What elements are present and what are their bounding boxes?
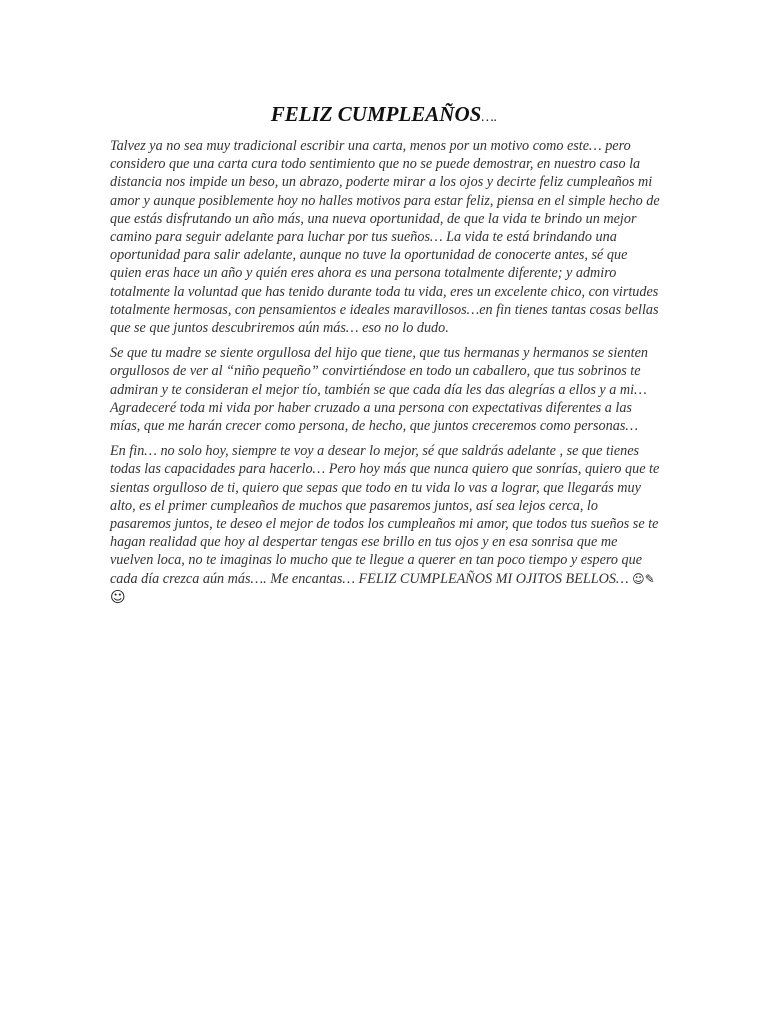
letter-body	[110, 137, 660, 614]
document-title	[0, 100, 768, 132]
paragraph-3	[110, 442, 660, 607]
paragraph-1: Talvez ya no sea muy tradicional escribir una carta, menos por un motivo como este… pero considero que una carta cura todo sentimiento que no se puede demostrar, en nuestro caso la distancia nos impide un beso, un abrazo, poderte mirar a los ojos y decirte feliz cumpleaños mi amor y aunque posiblemente hoy no halles motivos para estar feliz, piensa en el simple hecho de que estás disfrutando un año más, una nueva oportunidad, de que la vida te brindo un mejor camino para seguir adelante para luchar por tus sueños… La vida te está brindando una oportunidad para salir adelante, aunque no tuve la oportunidad de conocerte antes, sé que quien eras hace un año y quién eres ahora es una persona totalmente diferente; y admiro totalmente la voluntad que has tenido durante toda tu vida, eres un excelente chico, con virtudes totalmente hermosas, con pensamientos e ideales maravillosos…en fin tienes tantas cosas bellas que se que juntos descubriremos aún más… eso no lo dudo.	[110, 138, 660, 337]
title-ellipsis: ….	[481, 110, 498, 125]
paragraph-3-text: En fin… no solo hoy, siempre te voy a desear lo mejor, sé que saldrás adelante , se que tienes todas las capacidades para hacerlo… Pero hoy más que nunca quiero que sonrías, quiero que te sientas orgulloso de ti, quiero que sepas que todo en tu vida lo vas a lograr, que llegarás muy alto, es el primer cumpleaños de muchos que pasaremos juntos, así sea lejos cerca, lo pasaremos juntos, te deseo el mejor de todos los cumpleaños mi amor, que todos tus sueños se te hagan realidad que hoy al despertar tengas ese brillo en tus ojos y en esa sonrisa que me vuelven loca, no te imaginas lo mucho que te llegue a querer en tan poco tiempo y espero que cada día crezca aún más…. Me encantas… FELIZ CUMPLEAÑOS MI OJITOS BELLOS…	[110, 443, 660, 587]
pencil-icon: ✎	[644, 571, 655, 586]
smiley-icon: ☺	[632, 571, 645, 586]
paragraph-2: Se que tu madre se siente orgullosa del hijo que tiene, que tus hermanas y hermanos se sienten orgullosos de ver al “niño pequeño” convirtiéndose en todo un caballero, que tus sobrinos te admiran y te consideran el mejor tío, también se que cada día les das alegrías a ellos y a mi… Agradeceré toda mi vida por haber cruzado a una persona con expectativas diferentes a las mías, que me harán crecer como persona, de hecho, que juntos creceremos como personas…	[110, 345, 648, 435]
smiley-face-icon: ☺	[110, 587, 126, 606]
title-text: FELIZ CUMPLEAÑOS	[270, 102, 482, 126]
